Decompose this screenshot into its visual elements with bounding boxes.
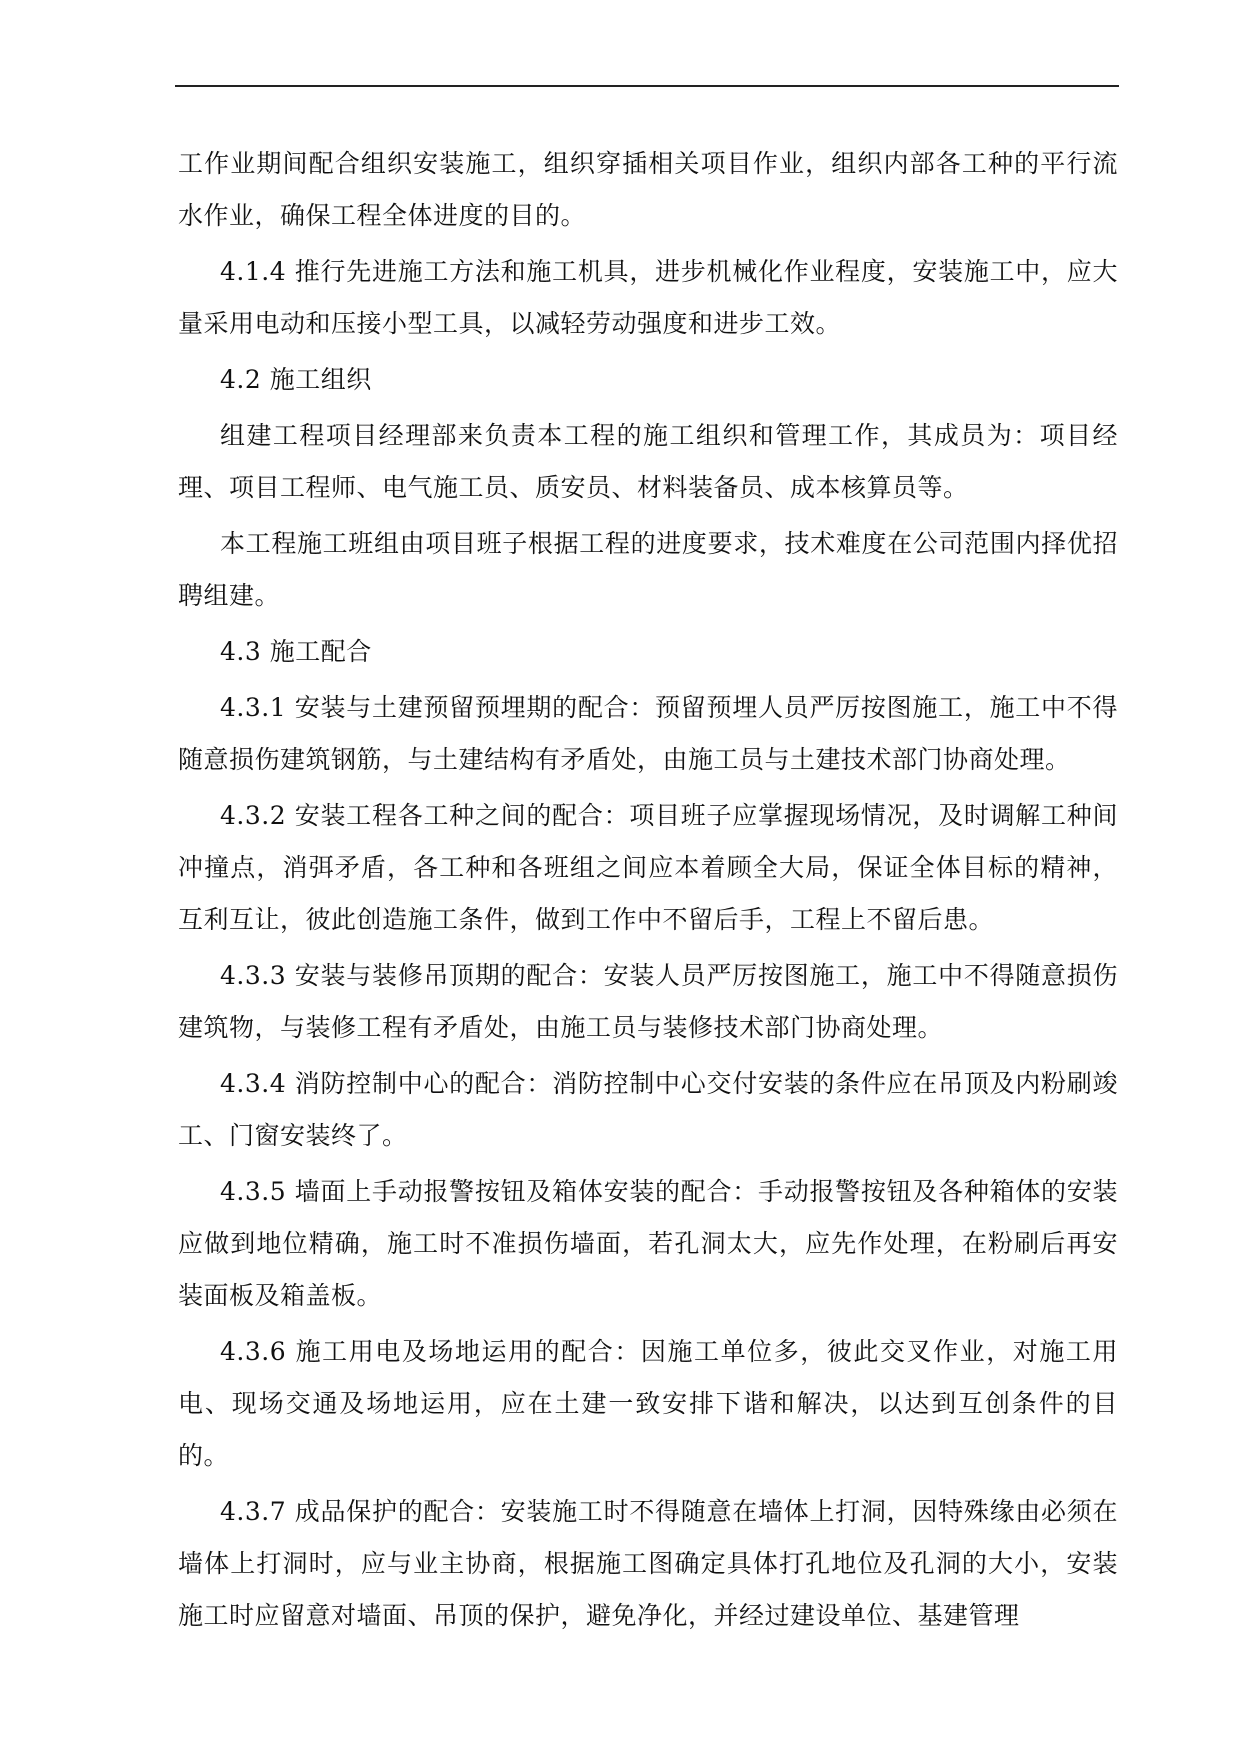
paragraph-4-3-3: 4.3.3 安装与装修吊顶期的配合：安装人员严厉按图施工，施工中不得随意损伤建筑物，与装修工程有矛盾处，由施工员与装修技术部门协商处理。 — [178, 961, 1118, 1042]
paragraph-work-crew: 本工程施工班组由项目班子根据工程的进度要求，技术难度在公司范围内择优招聘组建。 — [178, 529, 1118, 610]
header-rule — [175, 85, 1119, 87]
document-body — [178, 138, 1118, 1646]
paragraph-4-1-4: 4.1.4 推行先进施工方法和施工机具，进步机械化作业程度，安装施工中，应大量采用电动和压接小型工具，以减轻劳动强度和进步工效。 — [178, 257, 1118, 338]
paragraph-4-3-1: 4.3.1 安装与土建预留预埋期的配合：预留预埋人员严厉按图施工，施工中不得随意损伤建筑钢筋，与土建结构有矛盾处，由施工员与土建技术部门协商处理。 — [178, 693, 1118, 774]
paragraph-4-3-5: 4.3.5 墙面上手动报警按钮及箱体安装的配合：手动报警按钮及各种箱体的安装应做到地位精确，施工时不准损伤墙面，若孔洞太大，应先作处理，在粉刷后再安装面板及箱盖板。 — [178, 1177, 1118, 1310]
heading-4-2: 4.2 施工组织 — [220, 365, 372, 394]
paragraph-4-3-6: 4.3.6 施工用电及场地运用的配合：因施工单位多，彼此交叉作业，对施工用电、现场交通及场地运用，应在土建一致安排下谐和解决，以达到互创条件的目的。 — [178, 1337, 1118, 1470]
paragraph-continuation: 工作业期间配合组织安装施工，组织穿插相关项目作业，组织内部各工种的平行流水作业，确保工程全体进度的目的。 — [178, 149, 1118, 230]
heading-4-3: 4.3 施工配合 — [220, 637, 372, 666]
paragraph-4-3-2: 4.3.2 安装工程各工种之间的配合：项目班子应掌握现场情况，及时调解工种间冲撞点，消弭矛盾，各工种和各班组之间应本着顾全大局，保证全体目标的精神，互利互让，彼此创造施工条件，做到工作中不留后手，工程上不留后患。 — [178, 801, 1118, 934]
paragraph-4-3-7: 4.3.7 成品保护的配合：安装施工时不得随意在墙体上打洞，因特殊缘由必须在墙体上打洞时，应与业主协商，根据施工图确定具体打孔地位及孔洞的大小，安装施工时应留意对墙面、吊顶的保护，避免净化，并经过建设单位、基建管理 — [178, 1497, 1118, 1630]
paragraph-4-3-4: 4.3.4 消防控制中心的配合：消防控制中心交付安装的条件应在吊顶及内粉刷竣工、门窗安装终了。 — [178, 1069, 1118, 1150]
paragraph-project-team: 组建工程项目经理部来负责本工程的施工组织和管理工作，其成员为：项目经理、项目工程师、电气施工员、质安员、材料装备员、成本核算员等。 — [178, 421, 1118, 502]
